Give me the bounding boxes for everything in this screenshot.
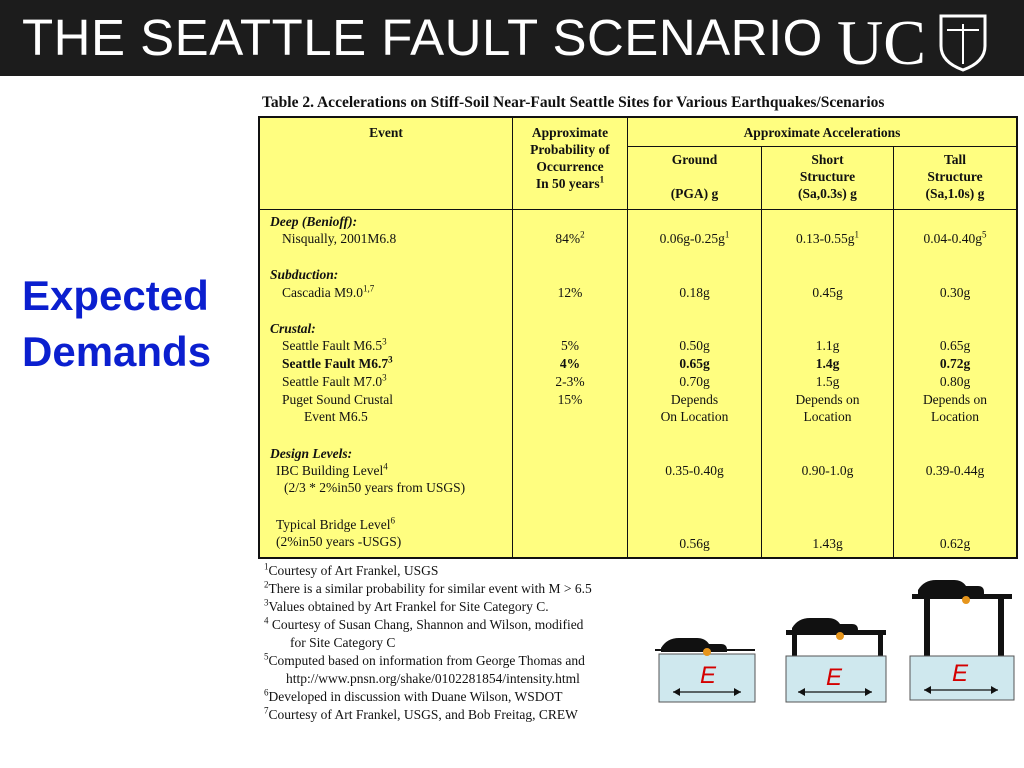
pivot-dot — [836, 632, 844, 640]
slide-title: THE SEATTLE FAULT SCENARIO — [22, 9, 823, 66]
tall-puget: Depends on Location — [922, 392, 988, 424]
event-cascadia: Cascadia M9.0$^{1,7}$ — [282, 283, 375, 300]
tall-nisqually: $0.04-0.40g^5$ — [923, 229, 987, 246]
short-sf67: 1.4g — [815, 356, 840, 371]
header-ground: Ground (PGA) g — [670, 152, 719, 201]
footnote-4-cont: for Site Category C — [290, 635, 396, 650]
short-structure-diagram — [782, 612, 892, 708]
pivot-dot — [962, 596, 970, 604]
car-icon — [792, 618, 858, 632]
ground-sf67: 0.65g — [679, 356, 710, 371]
side-heading — [22, 268, 211, 380]
logo-text: UC — [837, 7, 926, 72]
prob-sf70: 2-3% — [555, 374, 585, 389]
accelerations-table — [258, 116, 1018, 559]
prob-puget: 15% — [557, 392, 583, 407]
footnote-5-cont: http://www.pnsn.org/shake/0102281854/intensity.html — [286, 671, 580, 686]
title-bar — [0, 0, 1024, 76]
footnote-6: $^6$Developed in discussion with Duane Wilson, WSDOT — [264, 687, 563, 704]
tall-bridge: 0.62g — [939, 536, 971, 551]
ground-puget: Depends On Location — [660, 392, 729, 424]
ground-cascadia: 0.18g — [679, 285, 710, 300]
table-caption: Table 2. Accelerations on Stiff-Soil Near-Fault Seattle Sites for Various Earthquakes/Scenarios — [262, 94, 885, 111]
footnote-7: $^7$Courtesy of Art Frankel, USGS, and Bob Freitag, CREW — [264, 705, 578, 722]
short-ibc: 0.90-1.0g — [801, 463, 854, 478]
tall-cascadia: 0.30g — [939, 285, 971, 300]
tall-ibc: 0.39-0.44g — [925, 463, 985, 478]
ground-sf70: 0.70g — [679, 374, 710, 389]
event-sf70: Seattle Fault $M7.0^3$ — [282, 372, 387, 389]
e-label-3: E — [952, 660, 969, 687]
car-icon — [918, 580, 984, 594]
group-deep: Deep (Benioff): — [270, 214, 358, 229]
pivot-dot — [703, 648, 711, 656]
header-tall-structure: Tall Structure (Sa,1.0s) g — [925, 152, 985, 201]
header-event: Event — [369, 125, 403, 140]
footnote-5: $^5$Computed based on information from George Thomas and — [264, 651, 585, 668]
short-cascadia: 0.45g — [812, 285, 843, 300]
tall-sf65: 0.65g — [939, 338, 971, 353]
side-heading-line1: Expected — [22, 272, 209, 319]
header-short-structure: Short Structure (Sa,0.3s) g — [798, 152, 857, 201]
short-bridge: 1.43g — [812, 536, 843, 551]
group-crustal: Crustal: — [270, 321, 316, 336]
event-sf65: Seattle Fault $M6.5^3$ — [282, 336, 387, 353]
event-nisqually: Nisqually, 2001M6.8 — [282, 231, 397, 246]
e-label-2: E — [826, 664, 843, 691]
ground-bridge: 0.56g — [679, 536, 710, 551]
tall-sf70: 0.80g — [939, 374, 971, 389]
event-sf67: Seattle Fault $M6.7^3$ — [282, 354, 393, 371]
short-sf70: 1.5g — [815, 374, 840, 389]
ground-nisqually: $0.06g-0.25g^1$ — [659, 229, 730, 246]
prob-cascadia: 12% — [557, 285, 583, 300]
group-subduction: Subduction: — [270, 267, 339, 282]
e-label-1: E — [700, 662, 717, 689]
footnote-1: $^1$Courtesy of Art Frankel, USGS — [264, 561, 439, 578]
header-divider — [260, 209, 1016, 210]
prob-sf67: 4% — [559, 356, 581, 371]
event-ibc: IBC Building Level$^4$ (2/3 * 2%in50 years from USGS) — [276, 461, 466, 495]
short-nisqually: $0.13-0.55g^1$ — [796, 229, 859, 246]
event-bridge: Typical Bridge Level$^6$ (2%in50 years -USGS) — [276, 515, 402, 549]
row-divider — [627, 146, 1016, 147]
footnote-3: $^3$Values obtained by Art Frankel for Site Category C. — [264, 597, 549, 614]
ground-ibc: 0.35-0.40g — [665, 463, 724, 478]
side-heading-line2: Demands — [22, 328, 212, 375]
prob-nisqually: 84%$^2$ — [555, 229, 585, 246]
short-sf65: 1.1g — [815, 338, 840, 353]
tall-sf67: 0.72g — [939, 356, 971, 371]
group-design: Design Levels: — [270, 446, 353, 461]
footnote-2: $^2$There is a similar probability for similar event with M > 6.5 — [264, 579, 592, 596]
header-probability: Approximate Probability of Occurrence In 50 years$^1$ — [530, 125, 610, 191]
uc-logo — [835, 6, 995, 72]
header-accelerations: Approximate Accelerations — [743, 125, 901, 140]
short-puget: Depends on Location — [795, 392, 860, 424]
prob-sf65: 5% — [561, 338, 579, 353]
ground-sf65: 0.50g — [679, 338, 710, 353]
event-puget: Puget Sound Crustal Event M6.5 — [282, 392, 394, 424]
footnote-4: $^4$ Courtesy of Susan Chang, Shannon and Wilson, modified — [264, 615, 584, 632]
